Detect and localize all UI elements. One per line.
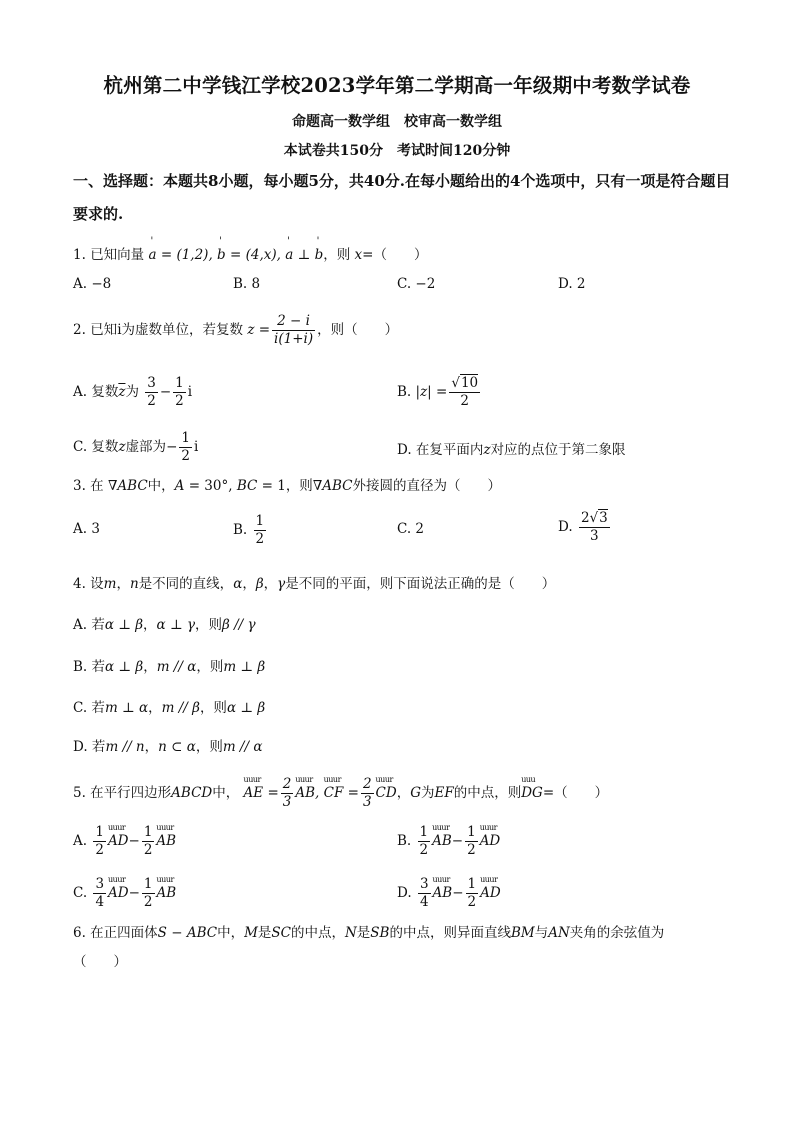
q6-answer-paren: （ ） [73, 954, 127, 970]
q1-option-a[interactable]: A. −8 [73, 276, 112, 292]
q2-option-b[interactable]: B. |z| = $\frac{√10}{2}$ [397, 375, 479, 409]
q5-option-b[interactable]: B. $\frac{1}{2}$ uuur AB− $\frac{1}{2}$ uuur AD [397, 824, 500, 859]
q1-option-d[interactable]: D. 2 [558, 276, 586, 292]
q2-post: ，则（ ） [317, 322, 399, 338]
question-1: 1. 已知向量 ' a = (1,2), ' b = (4,x), ' a ⊥ ' b，则 x=（ ） [73, 243, 427, 263]
q5-option-d[interactable]: D. $\frac{3}{4}$ uuur AB− $\frac{1}{2}$ uuur AD [397, 876, 501, 911]
q2-formula: z = $\frac{2 - i}{i(1+i)}$ [247, 313, 314, 347]
q1-option-b[interactable]: B. 8 [233, 276, 261, 292]
exam-title: 杭州第二中学钱江学校2023学年第二学期高一年级期中考数学试卷 [103, 74, 691, 97]
q1-formula: ' a = (1,2), ' b = (4,x), ' a ⊥ ' b [148, 247, 323, 263]
q2-mid: 为虚数单位，若复数 [121, 322, 244, 338]
question-5: 5. 在平行四边形ABCD中， uuur AE = $\frac{2}{3}$ uuur AB, uuur CF = $\frac{2}{3}$ uuur CD，G为EF的中点，则uuu DG=（ ） [73, 776, 608, 811]
q4-option-d[interactable]: D. 若m // n，n ⊂ α，则m // α [73, 739, 263, 755]
section-1-heading: 一、选择题：本题共8小题，每小题5分，共40分.在每小题给出的4个选项中，只有一项是符合题目要求的. [73, 172, 731, 223]
q1-tail: =（ ） [362, 247, 428, 263]
q1-option-c[interactable]: C. −2 [397, 276, 436, 292]
q1-number: 1. [73, 247, 86, 263]
q3-option-c[interactable]: C. 2 [397, 521, 425, 537]
question-6: 6. 在正四面体S − ABC中，M是SC的中点，N是SB的中点，则异面直线BM与AN夹角的余弦值为 [73, 925, 665, 941]
q1-post: ，则 [323, 247, 351, 263]
q2-option-c[interactable]: C. 复数z虚部为− $\frac{1}{2}$ i [73, 430, 199, 464]
exam-info: 本试卷共150分 考试时间120分钟 [283, 143, 511, 159]
question-3: 3. 在 ∇ABC中，A = 30°, BC = 1，则∇ABC外接圆的直径为（ ） [73, 478, 501, 494]
q2-number: 2. [73, 322, 86, 338]
q4-option-c[interactable]: C. 若m ⊥ α，m // β，则α ⊥ β [73, 700, 266, 716]
q4-option-b[interactable]: B. 若α ⊥ β，m // α，则m ⊥ β [73, 659, 266, 675]
question-2: 2. 已知i为虚数单位，若复数 z = $\frac{2 - i}{i(1+i)}$ ，则（ ） [73, 313, 399, 347]
q3-option-b[interactable]: B. $\frac{1}{2}$ [233, 513, 265, 547]
q3-option-a[interactable]: A. 3 [73, 521, 100, 537]
q1-pre: 已知向量 [90, 247, 145, 263]
q5-option-c[interactable]: C. $\frac{3}{4}$ uuur AD− $\frac{1}{2}$ uuur AB [73, 876, 176, 911]
q5-option-a[interactable]: A. $\frac{1}{2}$ uuur AD− $\frac{1}{2}$ uuur AB [73, 824, 176, 859]
q2-option-d[interactable]: D. 在复平面内z对应的点位于第二象限 [397, 442, 626, 458]
setters-line: 命题高一数学组 校审高一数学组 [292, 114, 502, 130]
q3-option-d[interactable]: D. $\frac{2√3}{3}$ [558, 510, 608, 544]
q2-pre: 已知 [90, 322, 118, 338]
q2-option-a[interactable]: A. 复数$\overline{z}$为 $\frac{3}{2}$ − $\frac{1}{2}$ i [73, 375, 193, 409]
q4-option-a[interactable]: A. 若α ⊥ β，α ⊥ γ，则β // γ [73, 617, 256, 633]
question-4: 4. 设m，n是不同的直线，α，β，γ是不同的平面，则下面说法正确的是（ ） [73, 576, 556, 592]
